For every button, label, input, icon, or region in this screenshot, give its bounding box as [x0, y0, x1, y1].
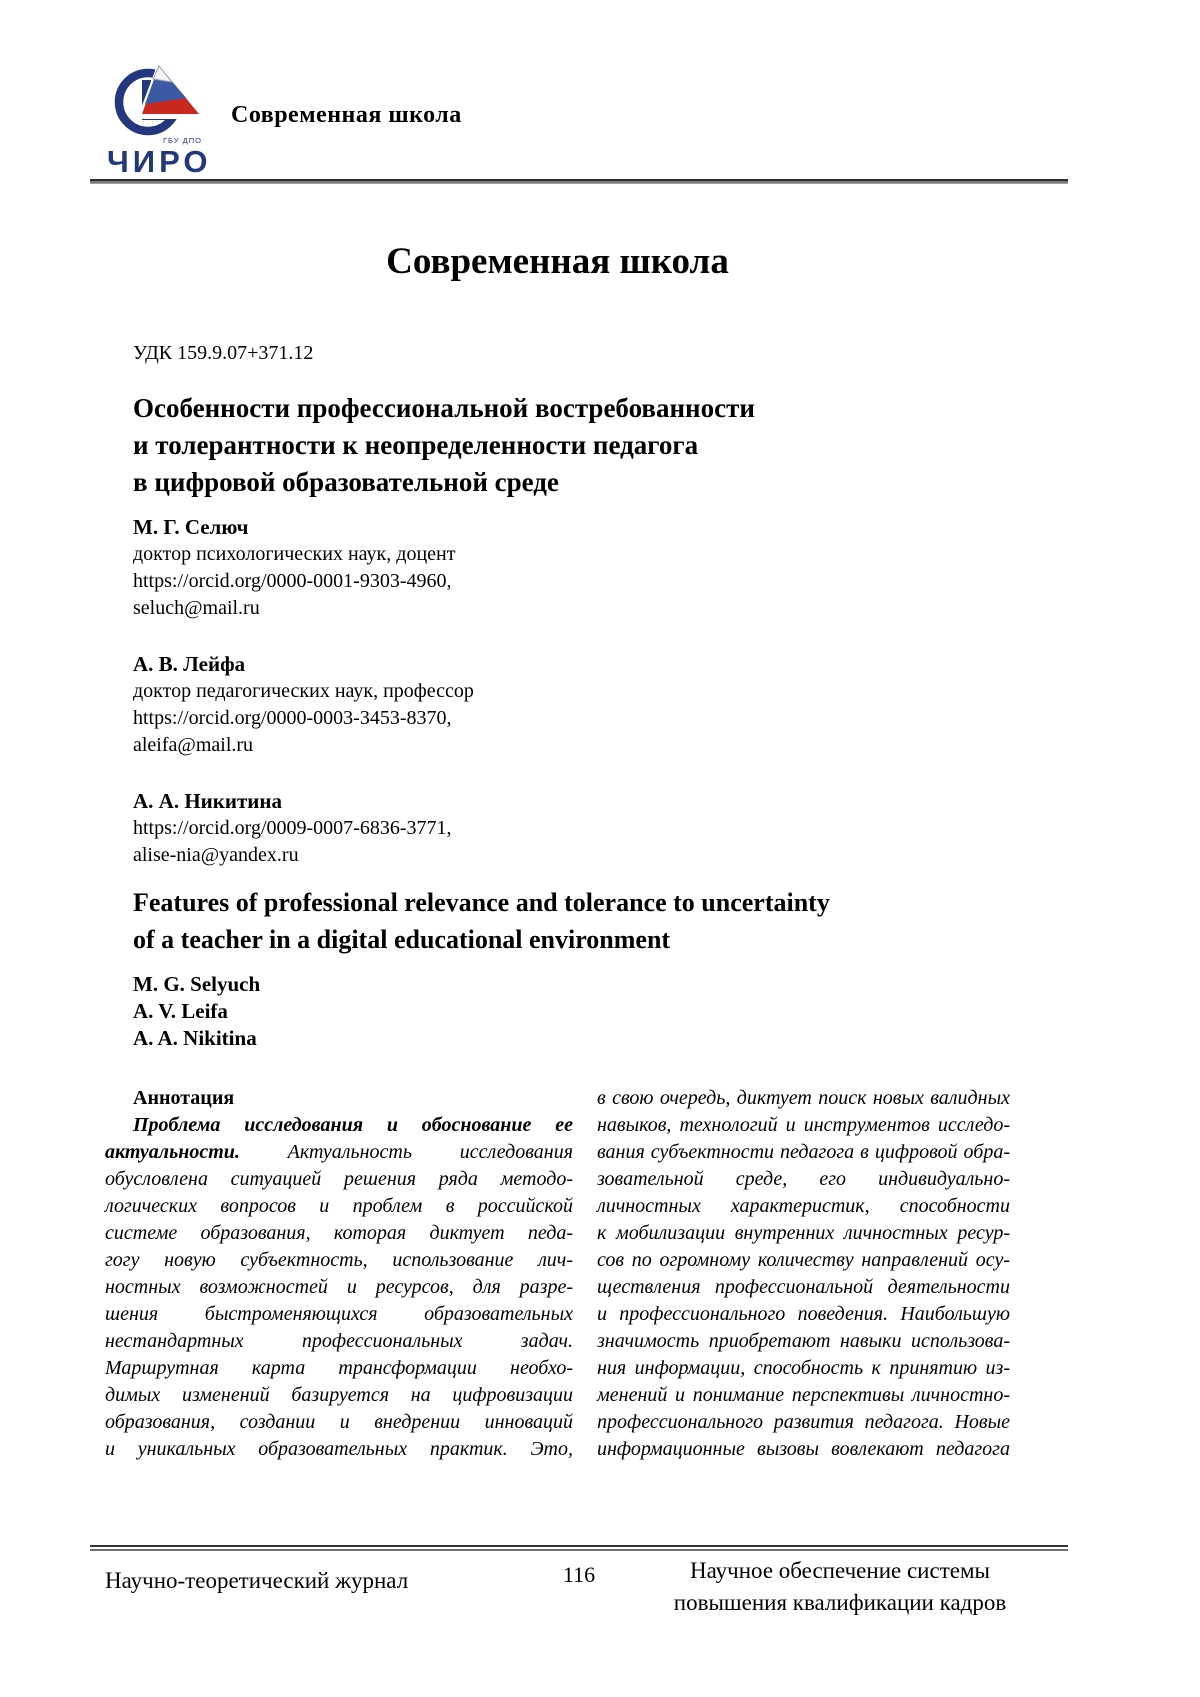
abstract-section — [105, 1085, 1010, 1463]
text-segment: ществления профессиональной деятельности — [597, 1276, 1010, 1298]
orcid-url[interactable]: https://orcid.org/0000-0001-9303-4960, — [133, 570, 452, 592]
author-degree: доктор педагогических наук, профессор — [133, 680, 474, 702]
abstract-line — [597, 1436, 1010, 1463]
abstract-column-right — [597, 1085, 1010, 1463]
text-segment: логических вопросов и проблем в российской — [105, 1195, 573, 1217]
email-text: alise-nia@yandex.ru — [133, 844, 299, 866]
logo-org-small-text: ГБУ ДПО — [163, 136, 202, 145]
text-segment: к мобилизации внутренних личностных ресур- — [597, 1222, 1010, 1244]
abstract-column-left — [105, 1085, 573, 1463]
text-line: Научное обеспечение системы — [690, 1558, 990, 1583]
abstract-line — [105, 1247, 573, 1274]
abstract-line — [105, 1301, 573, 1328]
abstract-line — [105, 1436, 573, 1463]
text-segment: информационные вызовы вовлекают педагога — [597, 1438, 1010, 1460]
article-title-ru — [133, 390, 755, 501]
text-line: M. G. Selyuch — [133, 972, 261, 996]
author-block — [133, 651, 474, 759]
text-segment: димых изменений базируется на цифровизации — [105, 1384, 573, 1406]
text-segment: в свою очередь, диктует поиск новых валидных — [597, 1087, 1010, 1109]
text-line: A. A. Nikitina — [133, 1026, 257, 1050]
footer-page-number: 116 — [562, 1562, 596, 1587]
text-segment: менений и понимание перспективы личностно- — [597, 1384, 1010, 1406]
text-segment: профессионального развития педагога. Новые — [597, 1411, 1010, 1433]
text-segment: шения быстроменяющихся образовательных — [105, 1303, 573, 1325]
publisher-logo — [95, 36, 235, 184]
text-segment: ния информации, способность к принятию из- — [597, 1357, 1010, 1379]
author-block — [133, 788, 474, 869]
footer-rule — [90, 1545, 1068, 1551]
chiro-logo-icon — [95, 36, 235, 184]
text-segment: и профессионального поведения. Наибольшую — [597, 1303, 1010, 1325]
abstract-line — [597, 1220, 1010, 1247]
text-segment: Проблема исследования и обоснование ее — [133, 1114, 573, 1136]
email-text: aleifa@mail.ru — [133, 734, 254, 756]
abstract-line — [597, 1301, 1010, 1328]
abstract-line — [105, 1274, 573, 1301]
text-segment: значимость приобретают навыки использова- — [597, 1330, 1010, 1352]
orcid-url[interactable]: https://orcid.org/0009-0007-6836-3771, — [133, 817, 452, 839]
abstract-line — [597, 1166, 1010, 1193]
text-segment: Маршрутная карта трансформации необхо- — [105, 1357, 573, 1379]
text-line: и толерантности к неопределенности педагога — [133, 430, 699, 460]
text-segment: гогу новую субъектность, использование лич- — [105, 1249, 573, 1271]
text-segment: зовательной среде, его индивидуально- — [597, 1168, 1010, 1190]
text-segment: Актуальность исследования — [239, 1141, 573, 1163]
author-name: А. В. Лейфа — [133, 652, 246, 676]
text-segment: образования, создании и внедрении инноваций — [105, 1411, 573, 1433]
abstract-line — [105, 1409, 573, 1436]
abstract-line — [597, 1112, 1010, 1139]
text-line: Features of professional relevance and tolerance to uncertainty — [133, 888, 830, 917]
abstract-line — [597, 1382, 1010, 1409]
abstract-line — [105, 1112, 573, 1139]
abstract-line — [597, 1409, 1010, 1436]
abstract-line — [105, 1220, 573, 1247]
orcid-url[interactable]: https://orcid.org/0000-0003-3453-8370, — [133, 707, 452, 729]
text-segment: сов по огромному количеству направлений осу- — [597, 1249, 1010, 1271]
footer-science-support — [620, 1555, 1060, 1619]
abstract-line — [105, 1328, 573, 1355]
abstract-line — [597, 1247, 1010, 1274]
text-segment: актуальности. — [105, 1141, 240, 1163]
text-segment: навыков, технологий и инструментов исследо- — [597, 1114, 1010, 1136]
text-segment: и уникальных образовательных практик. Это, — [105, 1438, 573, 1460]
text-line: в цифровой образовательной среде — [133, 467, 559, 497]
authors-en-section — [133, 971, 260, 1052]
abstract-line — [105, 1382, 573, 1409]
author-degree: доктор психологических наук, доцент — [133, 543, 456, 565]
abstract-line — [105, 1355, 573, 1382]
author-name: М. Г. Селюч — [133, 515, 249, 539]
author-name: А. А. Никитина — [133, 789, 282, 813]
text-line: повышения квалификации кадров — [673, 1590, 1007, 1615]
abstract-line — [597, 1085, 1010, 1112]
abstract-line — [105, 1166, 573, 1193]
abstract-line — [105, 1139, 573, 1166]
text-line: of a teacher in a digital educational environment — [133, 925, 671, 954]
udc-code: УДК 159.9.07+371.12 — [133, 342, 314, 364]
abstract-line — [597, 1193, 1010, 1220]
abstract-line — [105, 1193, 573, 1220]
abstract-line — [597, 1328, 1010, 1355]
text-segment: ностных возможностей и ресурсов, для разре- — [105, 1276, 573, 1298]
text-segment: личностных характеристик, способности — [597, 1195, 1010, 1217]
article-title-en — [133, 884, 830, 958]
header-journal-name: Современная школа — [231, 102, 462, 128]
text-segment: системе образования, которая диктует педа- — [105, 1222, 573, 1244]
text-segment: нестандартных профессиональных задач. — [105, 1330, 573, 1352]
abstract-line — [597, 1274, 1010, 1301]
abstract-heading — [105, 1085, 573, 1112]
abstract-line — [597, 1139, 1010, 1166]
email-text: seluch@mail.ru — [133, 597, 260, 619]
logo-org-text: ЧИРО — [107, 144, 212, 179]
footer-journal-type: Научно-теоретический журнал — [105, 1568, 409, 1593]
text-segment: Аннотация — [133, 1087, 235, 1109]
text-line: A. V. Leifa — [133, 999, 228, 1023]
abstract-line — [597, 1355, 1010, 1382]
header-rule — [90, 179, 1068, 184]
authors-ru-section — [133, 514, 474, 898]
author-block — [133, 514, 474, 622]
text-segment: вания субъектности педагога в цифровой обра- — [597, 1141, 1010, 1163]
text-line: Особенности профессиональной востребованности — [133, 393, 755, 423]
journal-section-title: Современная школа — [386, 241, 729, 282]
text-segment: обусловлена ситуацией решения ряда методо- — [105, 1168, 573, 1190]
